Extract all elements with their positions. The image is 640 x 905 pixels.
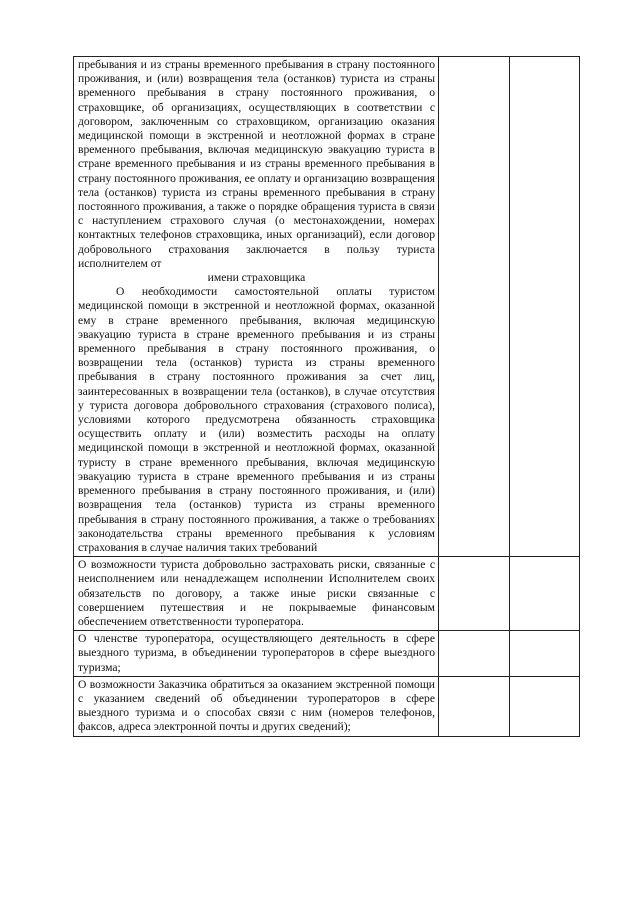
item-cell	[74, 557, 439, 631]
table-row	[74, 57, 580, 557]
mark-cell[interactable]	[439, 57, 510, 557]
item-text-insurance-info: пребывания и из страны временного пребывания в страну постоянного проживания, и (или) возвращения тела (останков) туриста из страны временного пребывания в страну постоянного проживания, о страховщике, об организациях, осуществляющих в соответствии с договором, заключенным со страховщиком, организацию оказания медицинской помощи в экстренной и неотложной формах в стране временного пребывания, включая медицинскую эвакуацию туриста в стране временного пребывания и из страны временного пребывания в страну постоянного проживания, ее оплату и организацию возвращения тела (останков) туриста из страны временного пребывания в страну постоянного проживания, а также о порядке обращения туриста в связи с наступлением страхового случая (о местонахождении, номерах контактных телефонов страховщика, иных организаций), если договор добровольного страхования заключается в пользу туриста исполнителем от	[78, 58, 435, 270]
item-text-voluntary-insurance: О возможности туриста добровольно застраховать риски, связанные с неисполнением или ненадлежащем исполнении Исполнителем своих обязательств по договору, а также иные риски связанные с совершением путешествия и не покрываемые финансовым обеспечением ответственности туроператора.	[78, 558, 435, 628]
item-text-emergency-help: О возможности Заказчика обратиться за оказанием экстренной помощи с указанием сведений об объединении туроператоров в сфере выездного туризма и о способах связи с ним (номеров телефонов, факсов, адреса электронной почты и других сведений);	[78, 677, 435, 734]
note-cell[interactable]	[510, 557, 580, 631]
mark-cell[interactable]	[439, 676, 510, 736]
item-cell	[74, 676, 439, 736]
note-cell[interactable]	[510, 631, 580, 677]
item-cell	[74, 57, 439, 557]
checklist-table	[73, 56, 580, 737]
mark-cell[interactable]	[439, 557, 510, 631]
mark-cell[interactable]	[439, 631, 510, 677]
note-cell[interactable]	[510, 57, 580, 557]
item-cell	[74, 631, 439, 677]
table-row	[74, 676, 580, 736]
item-text-self-payment: О необходимости самостоятельной оплаты туристом медицинской помощи в экстренной и неотложной формах, оказанной ему в стране временного пребывания, включая медицинскую эвакуацию туриста в стране временного пребывания и из страны временного пребывания в страну постоянного проживания, о возвращении тела (останков) туриста из страны временного пребывания в страну постоянного проживания за счет лиц, заинтересованных в возвращении тела (останков), в случае отсутствия у туриста договора добровольного страхования (страхового полиса), условиями которого предусмотрена обязанность страховщика осуществить оплату и (или) возместить расходы на оплату медицинской помощи в экстренной и неотложной формах, оказанной туристу в стране временного пребывания, включая медицинскую эвакуацию туриста в стране временного пребывания и из страны временного пребывания в страну постоянного проживания, и (или) возвращения тела (останков) туриста из страны временного пребывания в страну постоянного проживания, а также о требованиях законодательства страны временного пребывания к условиям страхования в случае наличия таких требований	[78, 285, 435, 554]
table-row	[74, 631, 580, 677]
table-row	[74, 557, 580, 631]
note-cell[interactable]	[510, 676, 580, 736]
item-text-insurance-info-end: имени страховщика	[207, 271, 306, 285]
item-text-membership: О членстве туроператора, осуществляющего деятельность в сфере выездного туризма, в объединении туроператоров в сфере выездного туризма;	[78, 632, 435, 674]
